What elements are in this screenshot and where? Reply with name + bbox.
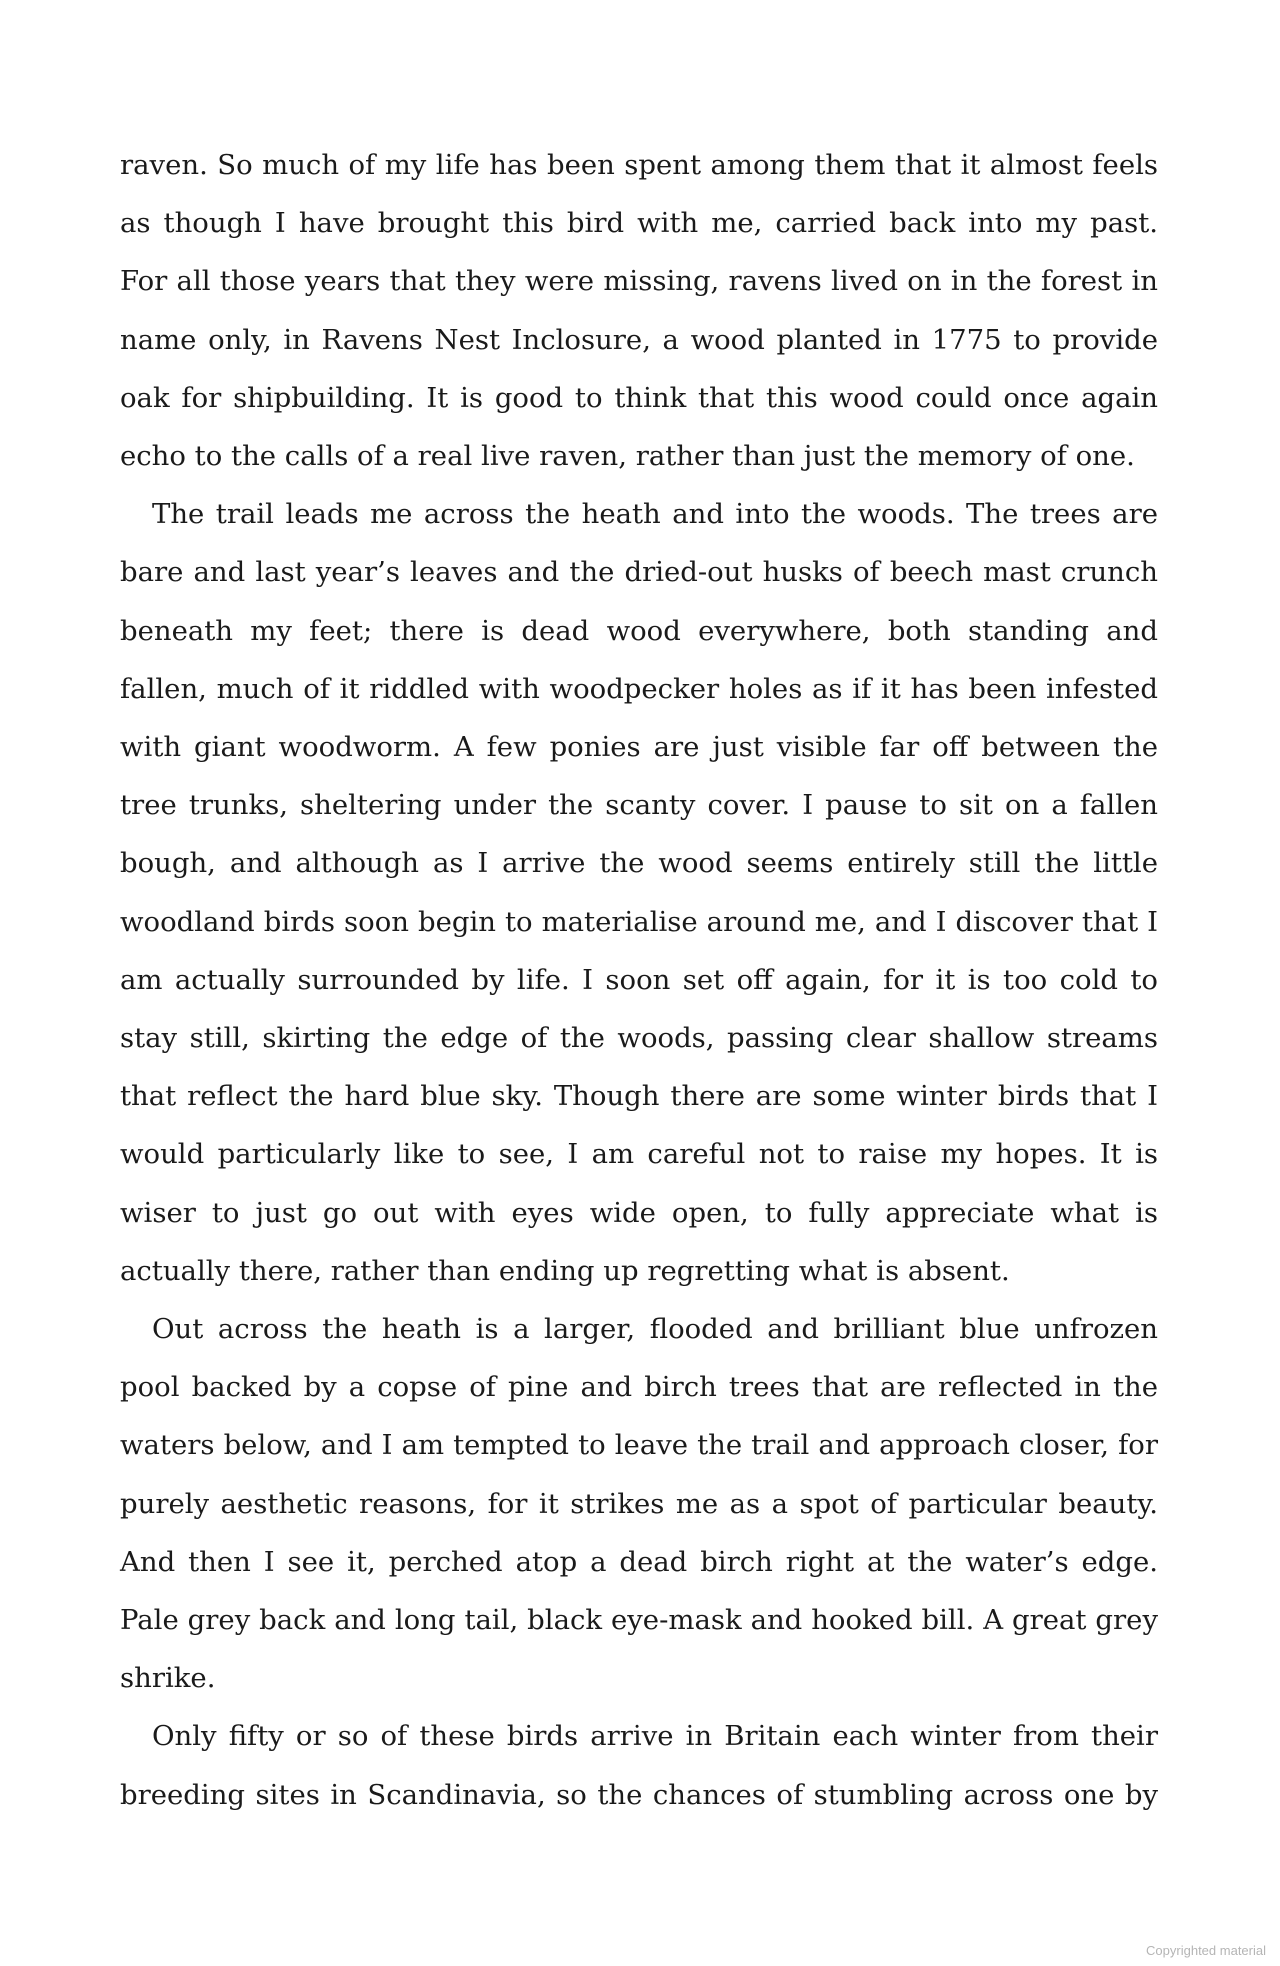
paragraph-1: raven. So much of my life has been spent among them that it almost feels as though I have brought this bird with me, carried back into my past. For all those years that they were missing, ravens lived on in the forest in name only, in Ravens Nest Inclosure, a wood planted in 1775 to provide oak for shipbuilding. It is good to think that this wood could once again echo to the calls of a real live raven, rather than just the memory of one. bbox=[120, 149, 1158, 473]
copyright-watermark: Copyrighted material bbox=[1146, 1943, 1266, 1958]
paragraph-2: The trail leads me across the heath and into the woods. The trees are bare and last year’s leaves and the dried-out husks of beech mast crunch beneath my feet; there is dead wood everywhere, both standing and fallen, much of it riddled with woodpecker holes as if it has been infested with giant woodworm. A few ponies are just visible far off between the tree trunks, sheltering under the scanty cover. I pause to sit on a fallen bough, and although as I arrive the wood seems entirely still the little woodland birds soon begin to materialise around me, and I discover that I am actually surrounded by life. I soon set off again, for it is too cold to stay still, skirting the edge of the woods, passing clear shallow streams that reflect the hard blue sky. Though there are some winter birds that I would particularly like to see, I am careful not to raise my hopes. It is wiser to just go out with eyes wide open, to fully appreciate what is actually there, rather than ending up regretting what is absent. bbox=[120, 498, 1158, 1287]
body-text bbox=[120, 136, 1158, 1824]
paragraph-3: Out across the heath is a larger, flooded and brilliant blue unfrozen pool backed by a copse of pine and birch trees that are reflected in the waters below, and I am tempted to leave the trail and approach closer, for purely aesthetic reasons, for it strikes me as a spot of particular beauty. And then I see it, perched atop a dead birch right at the water’s edge. Pale grey back and long tail, black eye-mask and hooked bill. A great grey shrike. bbox=[120, 1313, 1158, 1695]
paragraph-4: Only fifty or so of these birds arrive in Britain each winter from their breeding sites in Scandinavia, so the chances of stumbling across one by bbox=[120, 1720, 1158, 1811]
